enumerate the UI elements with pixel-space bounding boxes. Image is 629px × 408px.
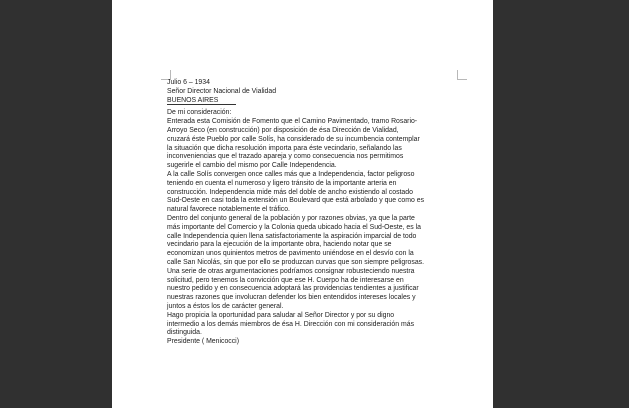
body-line: distinguida. [167,329,202,337]
body-line: calle Independencia quien llena satisfactoriamente la aspiración imparcial de todo [167,232,417,240]
body-line: nuestras razones que involucran defender los bien entendidos intereses locales y [167,294,416,302]
body-line: Arroyo Seco (en construcción) por disposición de ésa Dirección de Vialidad, [167,126,399,134]
body-line: más importante del Comercio y la Colonia queda ubicado hacia el Sud-Oeste, es la [167,223,421,231]
body-line: juntos a éstos los de carácter general. [167,302,284,310]
letter-text [167,79,457,347]
letter-recipient: Señor Director Nacional de Vialidad [167,87,277,95]
body-line: nuestro pedido y en consecuencia adoptará las providencias tendientes a justificar [167,285,419,293]
body-line: A la calle Solís convergen once calles más que a Independencia, factor peligroso [167,170,415,178]
letter-body [167,118,457,338]
letter-signature: Presidente ( Menicocci) [167,338,239,346]
body-line: teniendo en cuenta el numeroso y ligero tránsito de la importante arteria en [167,179,397,187]
body-line: solicitud, pero tenemos la convicción que ese H. Cuerpo ha de interesarse en [167,276,404,284]
body-line: economizan unos quinientos metros de pavimento uniéndose en el desvío con la [167,250,414,258]
body-line: inconveniencias que el trazado apareja y como consecuencia nos permitimos [167,153,404,161]
body-line: la situación que dicha resolución importa para éste vecindario, señalando las [167,144,402,152]
letter-date: Julio 6 – 1934 [167,79,210,86]
body-line: Enterada esta Comisión de Fomento que el Camino Pavimentado, tramo Rosario- [167,118,418,126]
body-line: Sud-Oeste en casi toda la extensión un Boulevard que está arbolado y que como es [167,197,425,205]
crop-mark-top-right [457,70,467,80]
body-line: cruzará éste Pueblo por calle Solís, ha considerado de su incumbencia contemplar [167,135,420,143]
body-line: calle San Nicolás, sin que por ello se produzcan curvas que son siempre peligrosas. [167,258,425,266]
body-line: Dentro del conjunto general de la población y por razones obvias, ya que la parte [167,214,415,222]
body-line: natural favorece notablemente el tráfico. [167,206,290,214]
body-line: construcción. Independencia mide más del doble de ancho existiendo al costado [167,188,413,196]
letter-greeting: De mi consideración: [167,109,232,117]
body-line: sugerirle el cambio del mismo por Calle Independencia. [167,162,337,170]
body-line: Una serie de otras argumentaciones podríamos consignar robusteciendo nuestra [167,267,415,275]
body-line: intermedio a los demás miembros de ésa H. Dirección con mi consideración más [167,320,415,328]
body-line: vecindario para la ejecución de la importante obra, haciendo notar que se [167,241,392,249]
letter-city: BUENOS AIRES [167,97,236,106]
body-line: Hago propicia la oportunidad para saludar al Señor Director y por su digno [167,311,395,319]
letter-city-wrap [167,97,457,106]
document-page [112,0,493,408]
